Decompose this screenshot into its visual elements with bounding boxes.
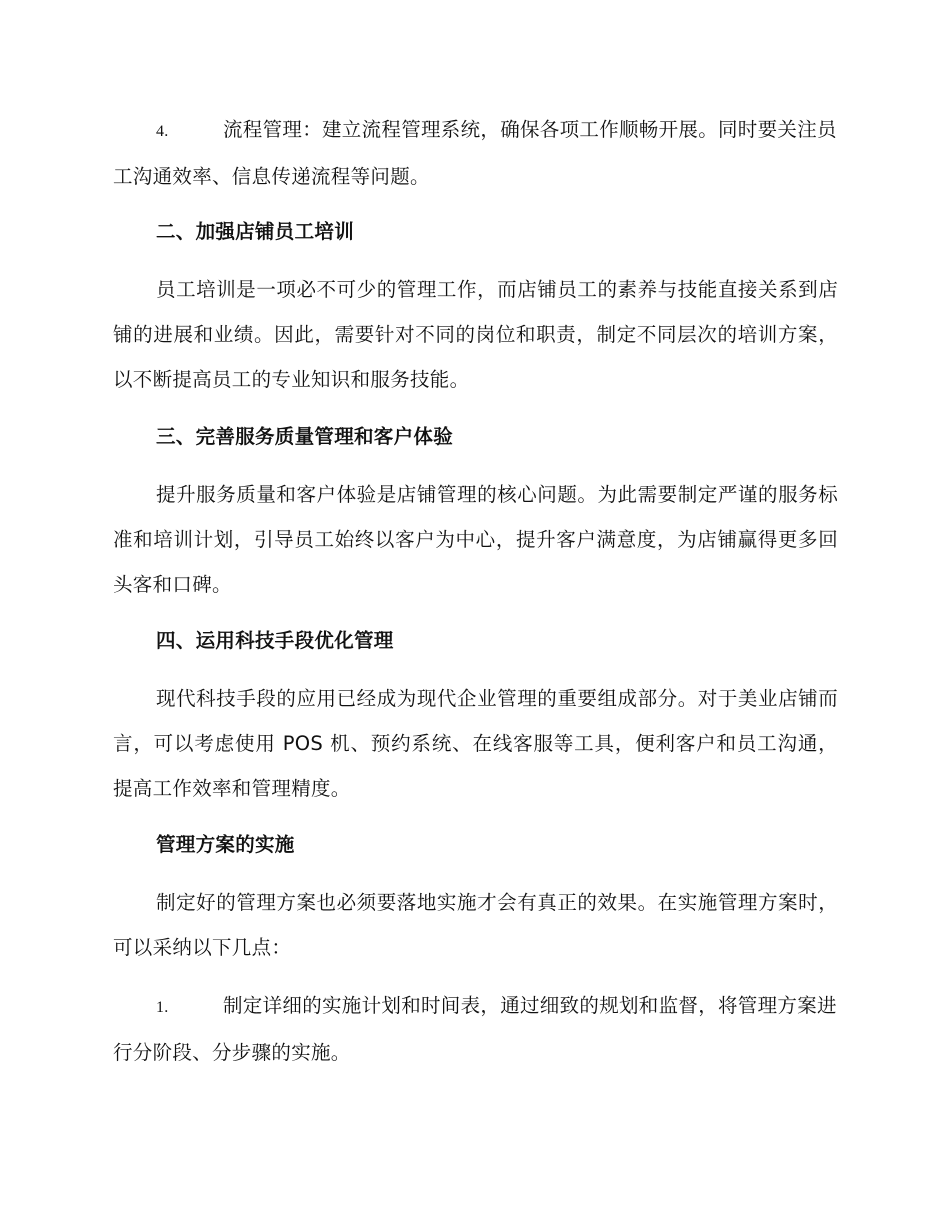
list-number: 4. bbox=[156, 123, 169, 140]
section-heading-service-quality: 三、完善服务质量管理和客户体验 bbox=[156, 425, 454, 448]
paragraph-technology: 现代科技手段的应用已经成为现代企业管理的重要组成部分。对于美业店铺而言，可以考虑使用 POS 机、预约系统、在线客服等工具，便利客户和员工沟通，提高工作效率和管理精度。 bbox=[113, 687, 838, 800]
list-item-4 bbox=[113, 107, 838, 199]
section-heading-training: 二、加强店铺员工培训 bbox=[156, 220, 355, 243]
list-item-text: 制定详细的实施计划和时间表，通过细致的规划和监督，将管理方案进行分阶段、分步骤的实施。 bbox=[113, 994, 837, 1064]
list-item-1 bbox=[113, 983, 838, 1075]
list-item-text: 流程管理：建立流程管理系统，确保各项工作顺畅开展。同时要关注员工沟通效率、信息传递流程等问题。 bbox=[113, 118, 837, 188]
paragraph-implementation: 制定好的管理方案也必须要落地实施才会有真正的效果。在实施管理方案时，可以采纳以下几点： bbox=[113, 891, 838, 959]
paragraph-service-quality: 提升服务质量和客户体验是店铺管理的核心问题。为此需要制定严谨的服务标准和培训计划，引导员工始终以客户为中心，提升客户满意度，为店铺赢得更多回头客和口碑。 bbox=[113, 483, 838, 596]
paragraph-training: 员工培训是一项必不可少的管理工作，而店铺员工的素养与技能直接关系到店铺的进展和业绩。因此，需要针对不同的岗位和职责，制定不同层次的培训方案，以不断提高员工的专业知识和服务技能。 bbox=[113, 278, 838, 391]
section-heading-technology: 四、运用科技手段优化管理 bbox=[156, 629, 394, 652]
list-number: 1. bbox=[156, 999, 169, 1016]
section-heading-implementation: 管理方案的实施 bbox=[156, 833, 295, 856]
